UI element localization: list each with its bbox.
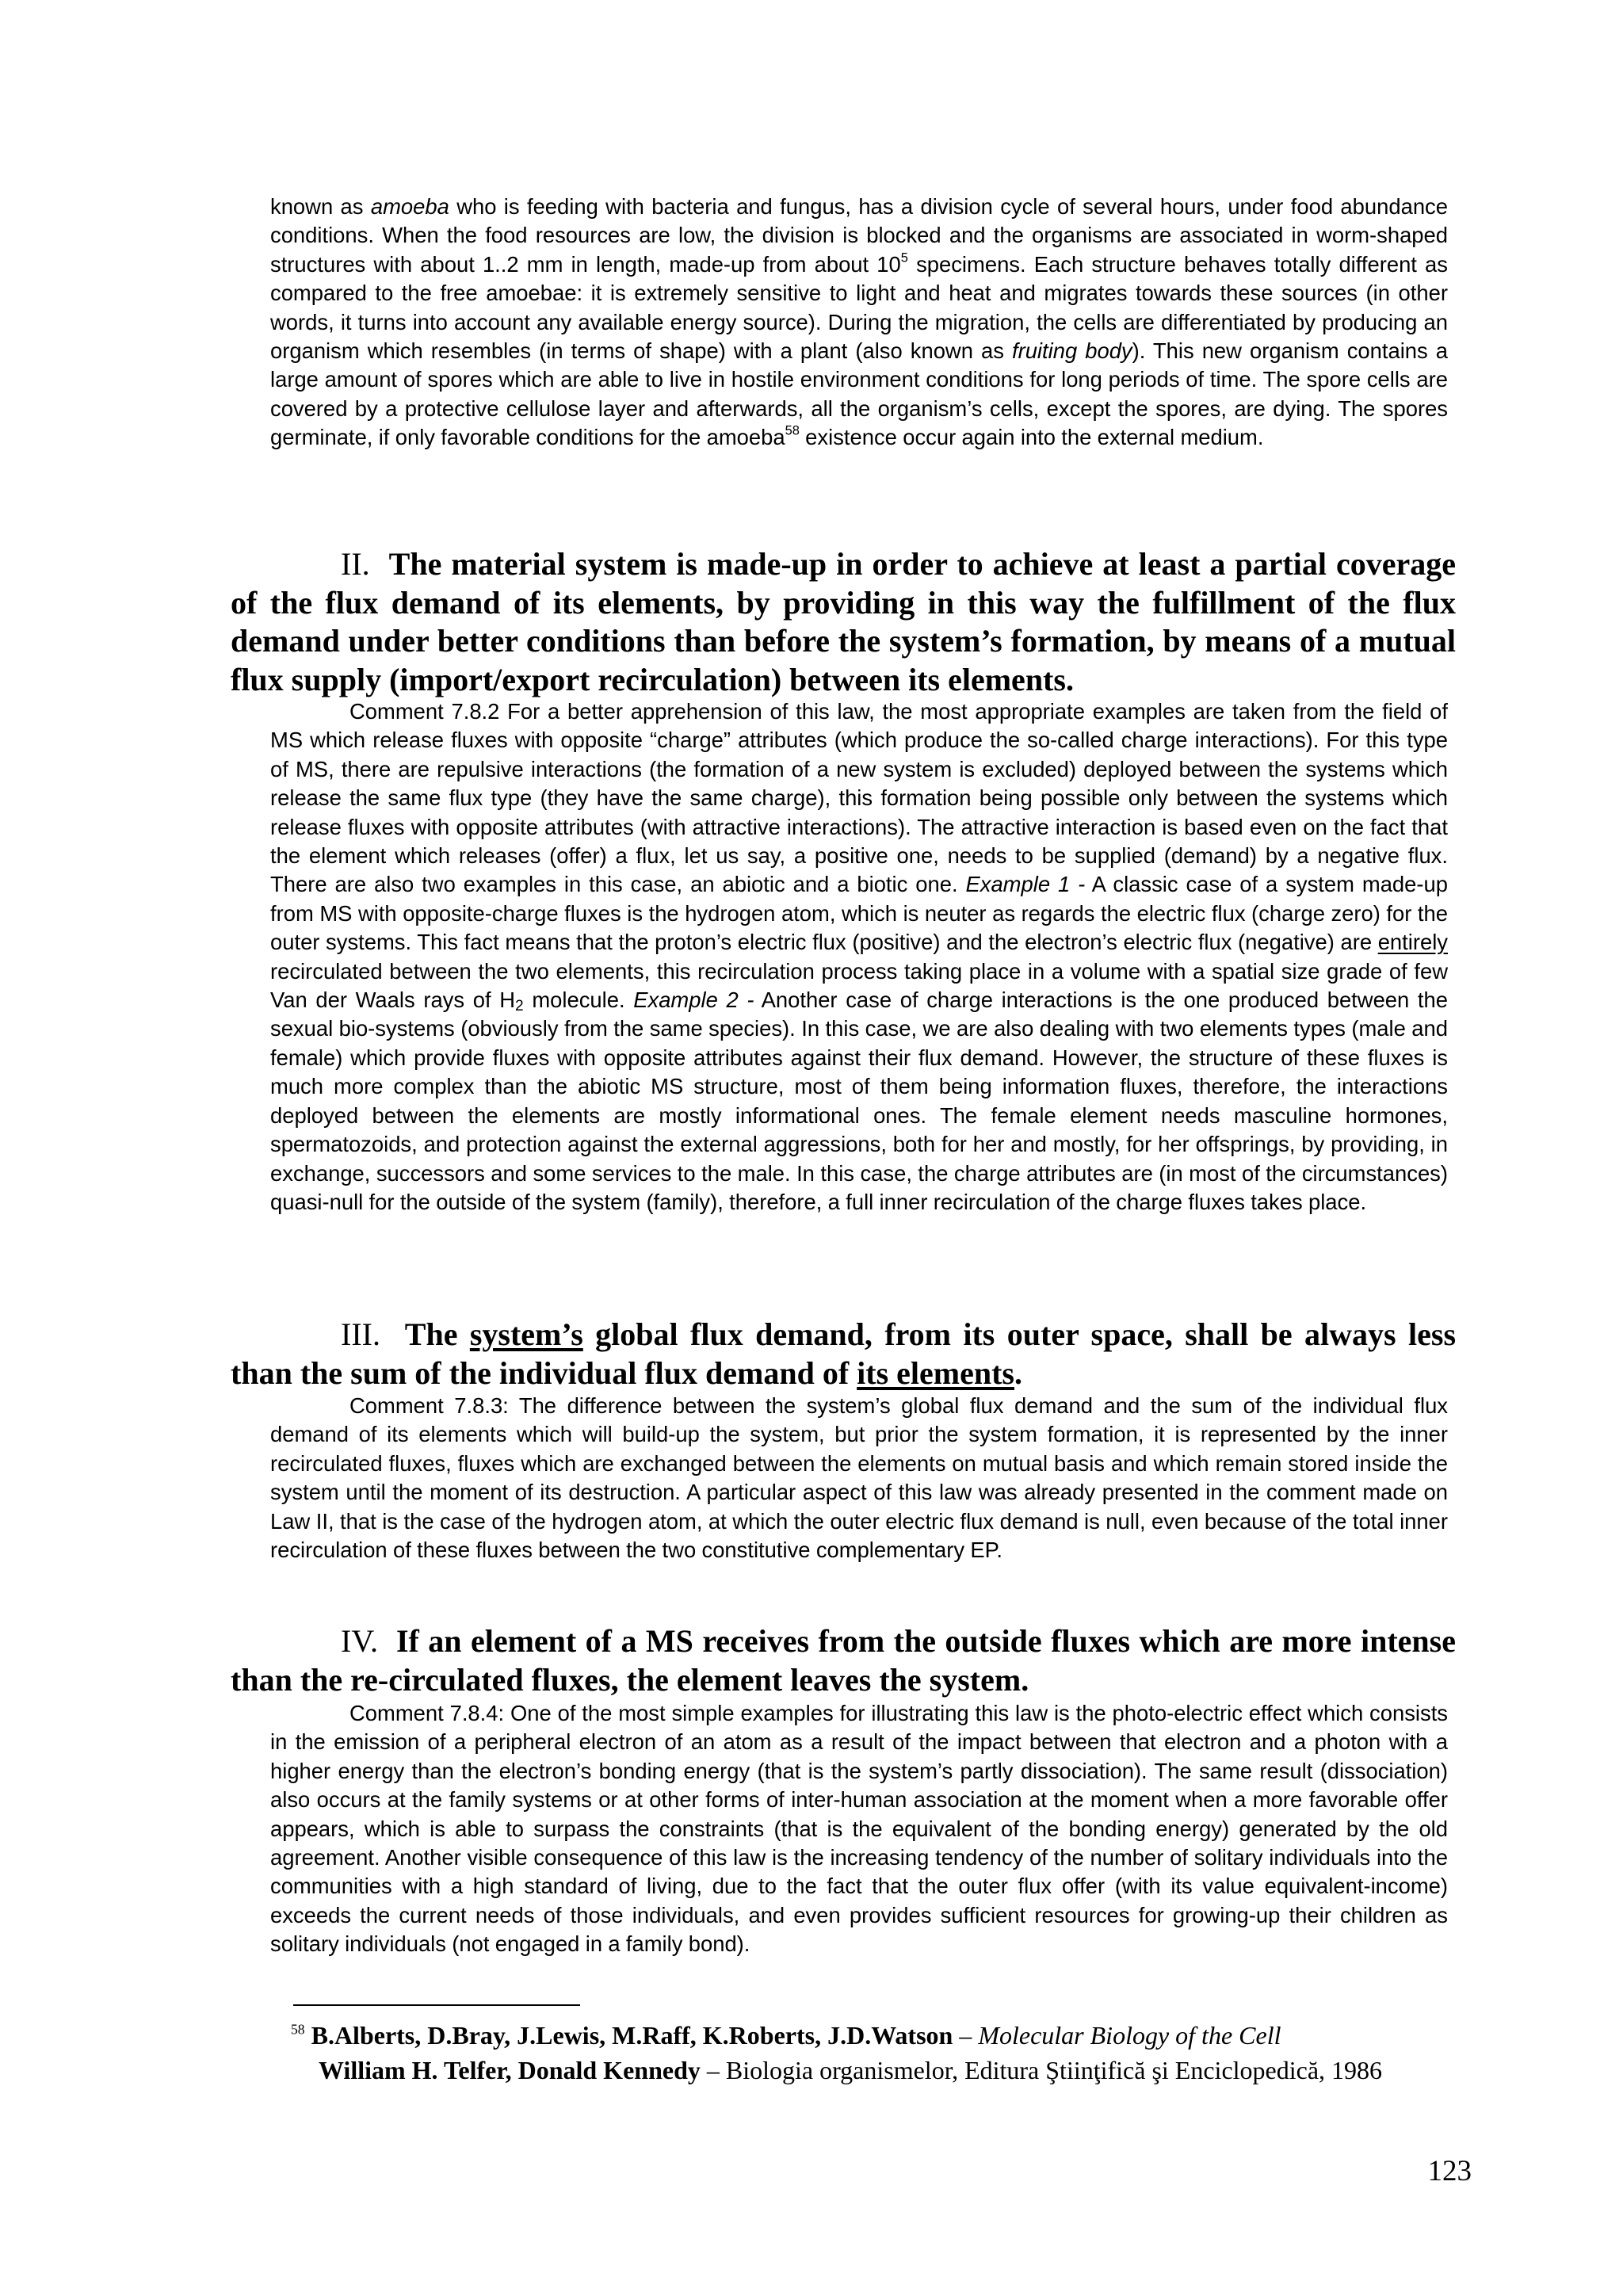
law-2-heading xyxy=(231,545,1456,699)
comment-7-8-2 xyxy=(270,697,1448,1217)
comment-7-8-3 xyxy=(270,1392,1448,1564)
text-run: The xyxy=(404,1316,470,1352)
italic-term: fruiting body xyxy=(1011,338,1132,364)
law-3-heading xyxy=(231,1316,1456,1392)
comment-7-8-4 xyxy=(270,1699,1448,1959)
opening-paragraph xyxy=(270,193,1448,453)
footnote-title: Molecular Biology of the Cell xyxy=(978,2021,1281,2050)
law-statement: The material system is made-up in order to achieve at least a partial coverage of the flux demand of its elements, by providing in this way the fulfillment of the flux demand under better conditions than before the system’s formation, by means of a mutual flux supply (import/export recirculation) between its elements. xyxy=(231,546,1456,697)
footnote-reference: 58 xyxy=(785,423,800,438)
footnote-marker: 58 xyxy=(291,2021,305,2038)
law-number: IV. xyxy=(341,1623,379,1659)
text-run: who is feeding with bacteria and fungus, has a division cycle of several hours, under food abundance conditions. When the food resources are low, the division is blocked and the organisms are associated in worm-shaped structures with about 1..2 mm in length, made-up from about 10 xyxy=(270,194,1448,277)
text-run: molecule. xyxy=(523,988,634,1013)
footnote-line-1 xyxy=(291,2018,1464,2053)
law-statement: If an element of a MS receives from the outside fluxes which are more intense than the re-circulated fluxes, the element leaves the system. xyxy=(231,1623,1456,1698)
text-run: . xyxy=(1014,1354,1022,1391)
text-run: ). This new organism contains a large amount of spores which are able to live in hostile environment conditions for long periods of time. The spore cells are covered by a protective cellulose layer and afterwards, all the organism’s cells, except the spores, are dying. The spores germinate, if only favorable conditions for the amoeba xyxy=(270,338,1448,450)
text-run: recirculated between the two elements, this recirculation process taking place in a volume with a spatial size grade of few Van der Waals rays of H xyxy=(270,958,1448,1013)
underlined-word: system’s xyxy=(469,1316,583,1352)
footnote-authors: William H. Telfer, Donald Kennedy xyxy=(319,2056,701,2084)
footnote-separator xyxy=(293,2004,580,2006)
comment-text: Comment 7.8.4: One of the most simple examples for illustrating this law is the photo-electric effect which consists in the emission of a peripheral electron of an atom as a result of the impact between that electron and a photon with a higher energy than the electron’s bonding energy (that is the system’s partly dissociation). The same result (dissociation) also occurs at the family systems or at other forms of inter-human association at the moment when a more favorable offer appears, which is able to surpass the constraints (that is the equivalent of the bonding energy) generated by the old agreement. Another visible consequence of this law is the increasing tendency of the number of solitary individuals into the communities with a high standard of living, due to the fact that the outer flux offer (with its value equivalent-income) exceeds the current needs of those individuals, and even provides sufficient resources for growing-up their children as solitary individuals (not engaged in a family bond). xyxy=(270,1701,1448,1957)
text-run: – xyxy=(953,2021,979,2050)
footnote xyxy=(291,2018,1464,2088)
law-4-heading xyxy=(231,1622,1456,1699)
text-run: Comment 7.8.2 For a better apprehension of this law, the most appropriate examples are taken from the field of MS which release fluxes with opposite “charge” attributes (which produce the so-called charge interactions). For this type of MS, there are repulsive interactions (the formation of a new system is excluded) deployed between the systems which release the same flux type (they have the same charge), this formation being possible only between the systems which release fluxes with opposite attributes (with attractive interactions). The attractive interaction is based even on the fact that the element which releases (offer) a flux, let us say, a positive one, needs to be supplied (demand) by a negative flux. There are also two examples in this case, an abiotic and a biotic one. xyxy=(270,699,1448,897)
text-run: existence occur again into the external medium. xyxy=(799,425,1264,450)
example-label: Example 2 - xyxy=(633,988,754,1013)
text-run: specimens. Each structure behaves totally different as compared to the free amoebae: it is extremely sensitive to light and heat and migrates towards these sources (in other words, it turns into account any available energy source). During the migration, the cells are differentiated by producing an organism which resembles (in terms of shape) with a plant (also known as xyxy=(270,251,1448,364)
example-label: Example 1 - xyxy=(965,872,1086,897)
subscript: 2 xyxy=(515,997,524,1014)
law-number: III. xyxy=(341,1316,380,1352)
law-number: II. xyxy=(341,546,370,582)
text-run: Another case of charge interactions is the one produced between the sexual bio-systems (obviously from the same species). In this case, we are also dealing with two elements types (male and female) which provide fluxes with opposite attributes against their flux demand. However, the structure of these fluxes is much more complex than the abiotic MS structure, most of them being information fluxes, therefore, the interactions deployed between the elements are mostly informational ones. The female element needs masculine hormones, spermatozoids, and protection against the external aggressions, both for her and mostly, for her offsprings, by providing, in exchange, successors and some services to the male. In this case, the charge attributes are (in most of the circumstances) quasi-null for the outside of the system (family), therefore, a full inner recirculation of the charge fluxes takes place. xyxy=(270,988,1449,1214)
page-number: 123 xyxy=(1427,2155,1472,2187)
text-run: known as xyxy=(270,194,371,219)
text-run: global flux demand, from its outer space, shall be always less than the sum of the individual flux demand of xyxy=(231,1316,1457,1391)
underlined-word: its elements xyxy=(857,1354,1014,1391)
underlined-word: entirely xyxy=(1377,930,1448,955)
superscript: 5 xyxy=(900,250,908,266)
footnote-title: – Biologia organismelor, Editura Ştiinţifică şi Enciclopedică, 1986 xyxy=(700,2056,1383,2084)
italic-term: amoeba xyxy=(370,194,449,219)
footnote-line-2 xyxy=(291,2053,1464,2088)
footnote-authors: B.Alberts, D.Bray, J.Lewis, M.Raff, K.Roberts, J.D.Watson xyxy=(311,2021,953,2050)
text-run: A classic case of a system made-up from MS with opposite-charge fluxes is the hydrogen atom, which is neuter as regards the electric flux (charge zero) for the outer systems. This fact means that the proton’s electric flux (positive) and the electron’s electric flux (negative) are xyxy=(270,872,1448,955)
comment-text: Comment 7.8.3: The difference between the system’s global flux demand and the sum of the individual flux demand of its elements which will build-up the system, but prior the system formation, it is represented by the inner recirculated fluxes, fluxes which are exchanged between the elements on mutual basis and which remain stored inside the system until the moment of its destruction. A particular aspect of this law was already presented in the comment made on Law II, that is the case of the hydrogen atom, at which the outer electric flux demand is null, even because of the total inner recirculation of these fluxes between the two constitutive complementary EP. xyxy=(270,1393,1448,1563)
